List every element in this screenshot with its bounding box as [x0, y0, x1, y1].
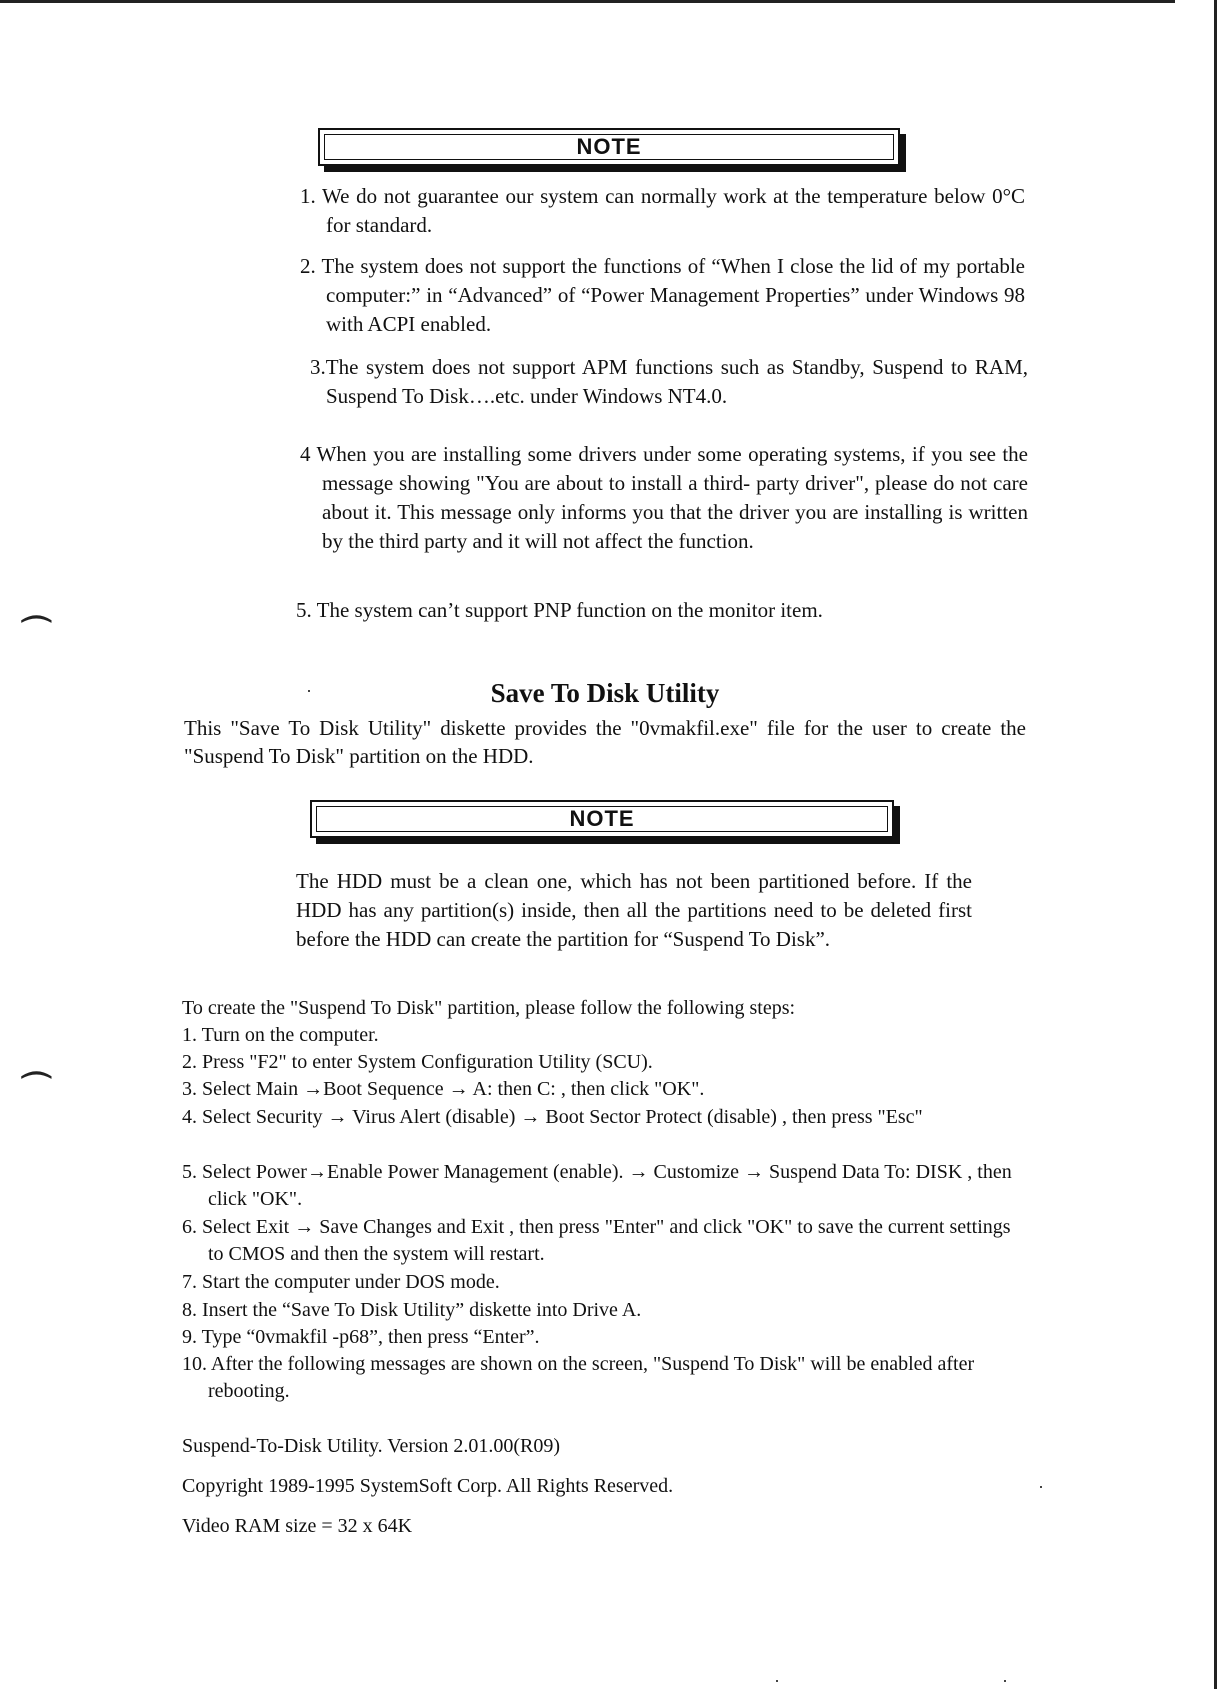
steps-intro: To create the "Suspend To Disk" partition, please follow the following steps:: [182, 997, 796, 1019]
note-text: The HDD must be a clean one, which has not been partitioned before. If the HDD has any partition(s) inside, then all the partitions need to be deleted first before the HDD can create the partition for “Suspend To Disk”.: [296, 869, 972, 951]
section-intro: This "Save To Disk Utility" diskette provides the "0vmakfil.exe" file for the user to create the "Suspend To Disk" partition on the HDD.: [184, 716, 1026, 768]
step-item: 6. Select Exit → Save Changes and Exit , then press "Enter" and click "OK" to save the current settings to CMOS and then the system will restart.: [182, 1216, 1011, 1265]
step-item: 9. Type “0vmakfil -p68”, then press “Enter”.: [182, 1326, 540, 1348]
step-item: 3. Select Main →Boot Sequence → A: then C: , then click "OK".: [182, 1078, 705, 1100]
step-item: 7. Start the computer under DOS mode.: [182, 1271, 500, 1293]
note-header-box: [310, 800, 894, 838]
utility-message: Suspend-To-Disk Utility. Version 2.01.00(R09): [182, 1435, 561, 1457]
note-item: 4 When you are installing some drivers under some operating systems, if you see the message showing "You are about to install a third- party driver", please do not care about it. This message only informs you that the driver you are installing is written by the third party and it will not affect the function.: [300, 442, 1028, 553]
binding-hole-mark: (: [16, 1068, 57, 1082]
top-border-line: [0, 0, 1175, 3]
note-header-box: [318, 128, 900, 166]
step-item: 4. Select Security → Virus Alert (disable) → Boot Sector Protect (disable) , then press "Esc": [182, 1106, 923, 1128]
step-item: 10. After the following messages are shown on the screen, "Suspend To Disk" will be enabled after rebooting.: [182, 1353, 975, 1402]
note-label: NOTE: [569, 806, 635, 831]
section-title: Save To Disk Utility: [490, 678, 720, 708]
step-item: 5. Select Power→Enable Power Management (enable). → Customize → Suspend Data To: DISK , then click "OK".: [182, 1161, 1012, 1210]
right-border-line: [1214, 0, 1217, 1689]
note-item: 3.The system does not support APM functions such as Standby, Suspend to RAM, Suspend To Disk….etc. under Windows NT4.0.: [310, 355, 1028, 408]
scan-speck: [308, 690, 310, 692]
scan-speck: [1040, 1486, 1042, 1488]
utility-message: Copyright 1989-1995 SystemSoft Corp. All Rights Reserved.: [182, 1475, 674, 1497]
note-item: 1. We do not guarantee our system can normally work at the temperature below 0°C for standard.: [300, 184, 1025, 237]
note-label: NOTE: [576, 134, 642, 159]
note-item: 5. The system can’t support PNP function on the monitor item.: [296, 598, 823, 622]
note-item: 2. The system does not support the functions of “When I close the lid of my portable computer:” in “Advanced” of “Power Management Properties” under Windows 98 with ACPI enabled.: [300, 254, 1025, 336]
utility-message: Video RAM size = 32 x 64K: [182, 1515, 413, 1537]
scan-speck: [776, 1680, 778, 1682]
step-item: 2. Press "F2" to enter System Configuration Utility (SCU).: [182, 1051, 653, 1073]
step-item: 8. Insert the “Save To Disk Utility” diskette into Drive A.: [182, 1299, 642, 1321]
scan-speck: [1004, 1680, 1006, 1682]
step-item: 1. Turn on the computer.: [182, 1024, 379, 1046]
binding-hole-mark: (: [16, 612, 57, 626]
